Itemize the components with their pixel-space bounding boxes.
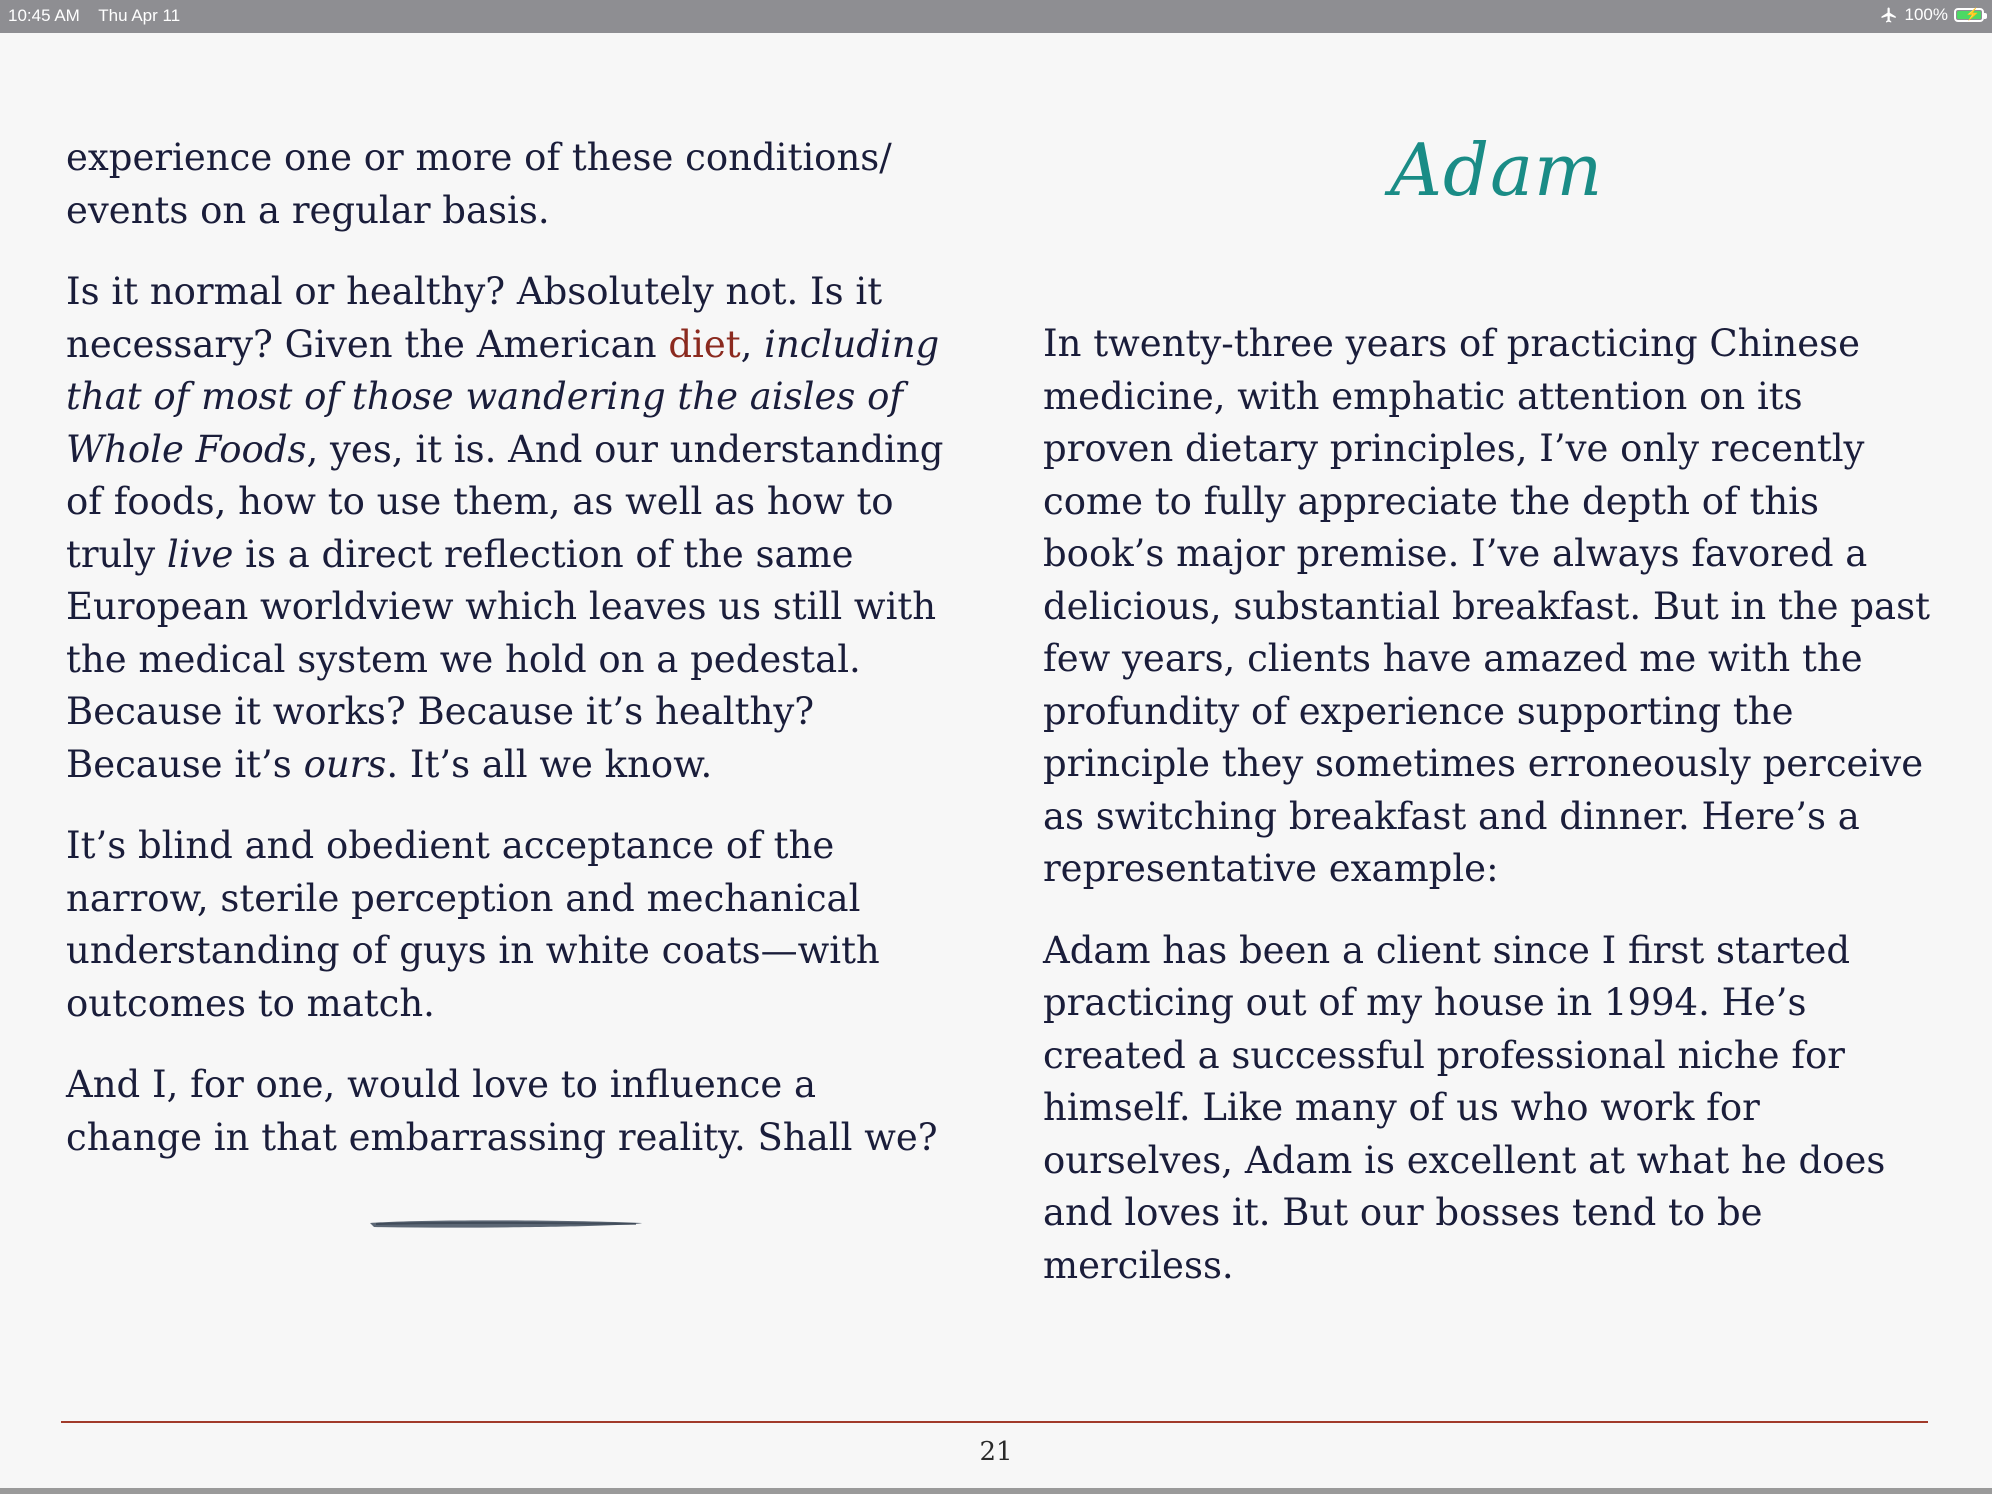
italic-text: including that of most of those wandering the aisles of Whole Foods	[66, 322, 940, 471]
status-bar	[0, 0, 1992, 33]
text-run: Is it normal or healthy? Absolutely not. Is it necessary? Given the American	[66, 270, 883, 366]
status-left	[8, 6, 194, 26]
status-time: 10:45 AM	[8, 6, 80, 25]
battery-charging-icon: ⚡	[1954, 8, 1984, 22]
text-run: ,	[740, 322, 765, 366]
text-run: , yes, it is. And our understanding of foods, how to use them, as well as how to truly	[66, 427, 944, 576]
paragraph: experience one or more of these conditions/ events on a regular basis.	[66, 136, 892, 232]
paragraph: It’s blind and obedient acceptance of the narrow, sterile perception and mechanical understanding of guys in white coats—with outcomes to match.	[66, 824, 880, 1025]
paragraph: Adam has been a client since I first started practicing out of my house in 1994. He’s created a successful professional niche for himself. Like many of us who work for ourselves, Adam is excellent at what he does and loves it. But our bosses tend to be merciless.	[1043, 928, 1886, 1287]
paragraph: And I, for one, would love to influence a change in that embarrassing reality. Shall we?	[66, 1063, 938, 1159]
paragraph	[66, 266, 946, 791]
text-run: is a direct reflection of the same European worldview which leaves us still with the medical system we hold on a pedestal. Because it works? Because it’s healthy? Because it’s	[66, 532, 937, 786]
battery-percent: 100%	[1904, 5, 1948, 24]
chapter-heading: Adam	[1390, 128, 1604, 212]
right-column	[1043, 318, 1943, 1321]
airplane-icon	[1879, 6, 1899, 24]
glossary-link-diet[interactable]: diet	[668, 322, 741, 366]
status-date: Thu Apr 11	[98, 6, 181, 25]
paragraph: In twenty-three years of practicing Chinese medicine, with emphatic attention on its proven dietary principles, I’ve only recently come to fully appreciate the depth of this book’s major premise. I’ve always favored a delicious, substantial breakfast. But in the past few years, clients have amazed me with the profundity of experience supporting the principle they sometimes erroneously perceive as switching breakfast and dinner. Here’s a representative example:	[1043, 322, 1930, 890]
footer-rule	[61, 1421, 1928, 1423]
left-column	[66, 132, 946, 1193]
bottom-edge	[0, 1488, 1992, 1494]
status-right	[1879, 5, 1984, 25]
page-number: 21	[979, 1437, 1013, 1467]
text-run: . It’s all we know.	[386, 742, 713, 786]
italic-text: live	[166, 532, 234, 576]
italic-text: ours	[303, 742, 387, 786]
section-divider-brushstroke	[366, 1217, 646, 1231]
